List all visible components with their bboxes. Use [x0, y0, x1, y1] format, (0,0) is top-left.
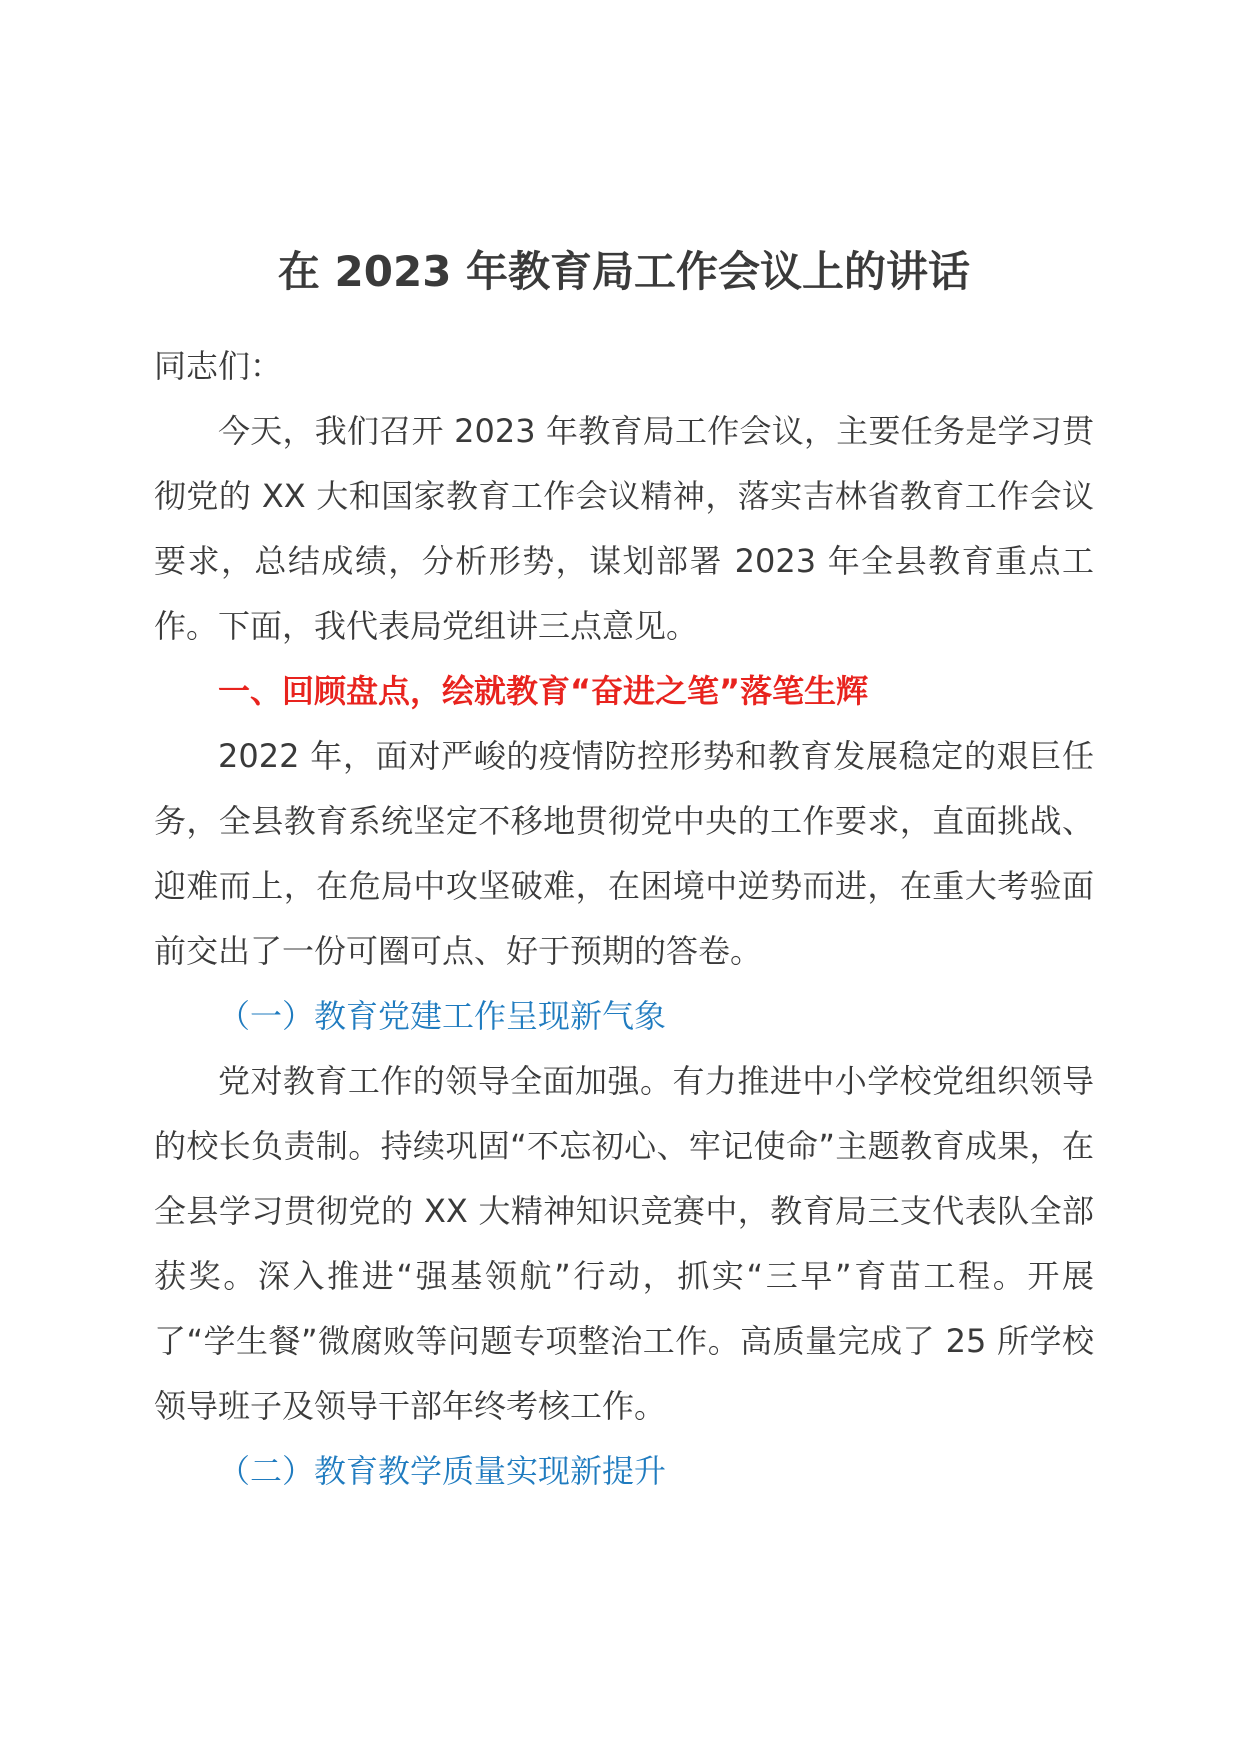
subsection-heading-1: （一）教育党建工作呈现新气象	[218, 997, 667, 1035]
subsection-1-paragraph: 党对教育工作的领导全面加强。有力推进中小学校党组织领导的校长负责制。持续巩固“不忘初心、牢记使命”主题教育成果，在全县学习贯彻党的 XX 大精神知识竞赛中，教育局三支代表队全部获奖。深入推进“强基领航”行动，抓实“三早”育苗工程。开展了“学生餐”微腐败等问题专项整治工作。高质量完成了 25 所学校领导班子及领导干部年终考核工作。	[154, 1062, 1094, 1425]
subsection-heading-2: （二）教育教学质量实现新提升	[218, 1452, 667, 1490]
document-title: 在 2023 年教育局工作会议上的讲话	[277, 247, 971, 296]
salutation: 同志们：	[154, 347, 283, 385]
section-1-paragraph: 2022 年，面对严峻的疫情防控形势和教育发展稳定的艰巨任务，全县教育系统坚定不移地贯彻党中央的工作要求，直面挑战、迎难而上，在危局中攻坚破难，在困境中逆势而进，在重大考验面前交出了一份可圈可点、好于预期的答卷。	[154, 737, 1094, 970]
section-heading-1: 一、回顾盘点，绘就教育“奋进之笔”落笔生辉	[218, 672, 869, 710]
document-page	[154, 236, 1094, 1504]
intro-paragraph: 今天，我们召开 2023 年教育局工作会议，主要任务是学习贯彻党的 XX 大和国家教育工作会议精神，落实吉林省教育工作会议要求，总结成绩，分析形势，谋划部署 2023 年全县教育重点工作。下面，我代表局党组讲三点意见。	[154, 412, 1094, 645]
